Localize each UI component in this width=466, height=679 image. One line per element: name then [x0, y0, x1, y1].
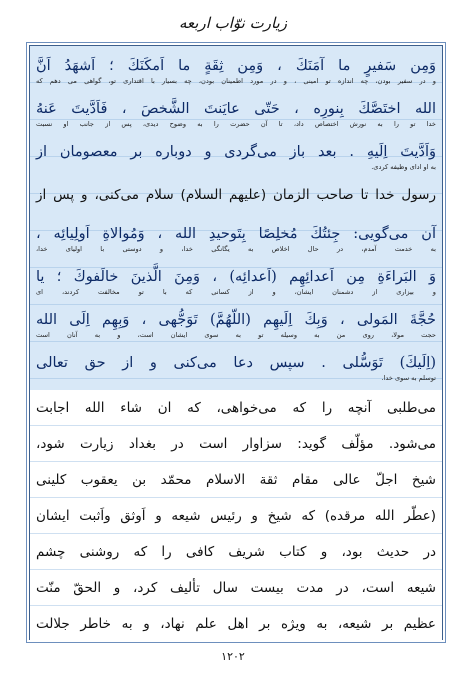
body-line: می‌شود. مؤلّف گوید: سزاوار است در بغداد زیارت شود،: [36, 436, 436, 452]
translation-line: و در سفیر بودن، چه اندازه تو امینی ، و در مورد اطمینان بودن، چه بسیار با اقتداری تو، گواهی می دهم که: [36, 77, 436, 85]
mixed-line: آن می‌گویی: جِئتُكَ مُخلِصًا بِتَوحيدِ الله ، وَمُوالاةِ اَولِيائِه ،: [36, 226, 436, 242]
arabic-line: وَ البَراءَةِ مِن اَعدائِهِم (اَعدائِه) ، وَمِنَ الَّذينَ خالَفوكَ ؛ يا: [36, 269, 436, 285]
translation-line: به او ادای وظیفه کردی.: [371, 163, 436, 171]
highlighted-prayer-section: [30, 46, 442, 390]
mixed-line: وَاَدَّيتَ اِلَيهِ . بعد باز می‌گردی و دوباره بر معصومان از: [36, 144, 436, 160]
body-line: در حدیث بود، و کتاب شریف کافی را که روشنی چشم: [36, 544, 436, 560]
text-frame: [29, 45, 443, 640]
persian-line: رسول خدا تا صاحب الزمان (علیهم السلام) سلام می‌کنی، و پس از: [36, 187, 436, 203]
body-line: شیخ اجلّ عالی مقام ثقة الاسلام محمّد بن یعقوب کلینی: [36, 472, 436, 488]
arabic-line: وَمِن سَفيرٍ ما آمَنَكَ ، وَمِن ثِقَةٍ ما اَمكَنَكَ ؛ اَشهَدُ اَنَّ: [36, 58, 436, 74]
arabic-line: حُجَّةَ المَولى ، وَبِكَ اِلَيهِم (اللّهُمَّ) تَوَجُّهى ، وَبِهِم اِلَى الله: [36, 312, 436, 328]
body-text-section: [30, 390, 442, 641]
body-line: می‌طلبی آنچه را که می‌خواهی، که ان شاء الله اجابت: [36, 400, 436, 416]
translation-line: توسلم به سوی خدا.: [381, 374, 436, 382]
arabic-line: الله اختَصَّكَ بِنورِه ، حَتّى عايَنتَ الشَّخصَ ، فَاَدَّيتَ عَنهُ: [36, 101, 436, 117]
body-line: (عطّر الله مرقده) که شیخ و رئیس شیعه و اَوثق واَثبت ایشان: [36, 508, 436, 524]
translation-line: خدا تو را به نورش اختصاص داد، تا آن حضرت را به وضوح دیدی، پس از جانب او نسبت: [36, 120, 436, 128]
body-line: شیعه است، در مدت بیست سال تألیف کرد، و الحقّ منّت: [36, 580, 436, 596]
translation-line: و بیزاری از دشمنان ایشان، و از کسانی که با تو مخالفت کردند، ای: [36, 288, 436, 296]
translation-line: حجت مولا، روی من به وسیله تو به سوی ایشان است، و به آنان است: [36, 331, 436, 339]
body-line: عظیم بر شیعه، به ویژه بر اهل علم نهاد، و به خاطر جلالت: [36, 616, 436, 632]
page-title: زیارت نوّاب اربعه: [179, 14, 287, 32]
page-number: ۱۲۰۲: [221, 650, 245, 663]
mixed-line: (اِلَيكَ) تَوَسُّلى . سپس دعا می‌کنی و از حق تعالی: [36, 355, 436, 371]
translation-line: به خدمت آمدم، در حال اخلاص به یگانگی خدا، و دوستی با اولیای خدا،: [36, 245, 436, 253]
